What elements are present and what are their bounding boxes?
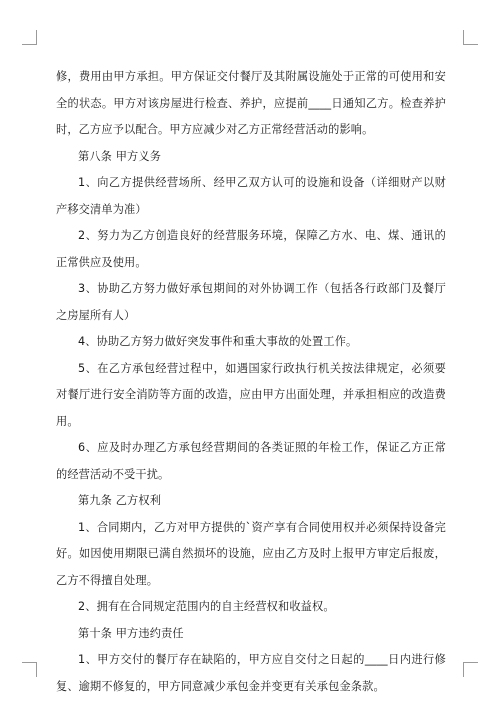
article-10-item-1: 1、甲方交付的餐厅存在缺陷的，甲方应自交付之日起的____日内进行修复、逾期不修复的，甲方同意减少承包金并变更有关承包金条款。 xyxy=(56,653,446,693)
article-10-heading: 第十条 甲方违约责任 xyxy=(78,626,184,640)
article-8-item-5: 5、在乙方承包经营过程中，如遇国家行政执行机关按法律规定，必须要对餐厅进行安全消防等方面的改造，应由甲方出面处理，并承担相应的改造费用。 xyxy=(56,361,446,428)
article-9-heading: 第九条 乙方权利 xyxy=(78,494,162,507)
article-9-item-1: 1、合同期内，乙方对甲方提供的`资产享有合同使用权并必须保持设备完好。如因使用期限已满自然损坏的设施，应由乙方及时上报甲方审定后报废，乙方不得擅自处理。 xyxy=(56,520,446,587)
crop-mark-bottom-right xyxy=(463,662,478,677)
article-9-item-2: 2、拥有在合同规定范围内的自主经营权和收益权。 xyxy=(78,600,335,613)
article-8-item-3: 3、协助乙方努力做好承包期间的对外协调工作（包括各行政部门及餐厅之房屋所有人） xyxy=(56,282,446,322)
crop-mark-top-left xyxy=(22,30,37,45)
document-body xyxy=(56,64,446,700)
article-8-item-2: 2、努力为乙方创造良好的经营服务环境，保障乙方水、电、煤、通讯的正常供应及使用。 xyxy=(56,229,446,269)
article-8-heading: 第八条 甲方义务 xyxy=(78,149,162,163)
paragraph-continuation: 修，费用由甲方承担。甲方保证交付餐厅及其附属设施处于正常的可使用和安全的状态。甲方对该房屋进行检查、养护，应提前____日通知乙方。检查养护时，乙方应予以配合。甲方应减少对乙方正常经营活动的影响。 xyxy=(56,70,446,136)
crop-mark-bottom-left xyxy=(22,662,37,677)
article-8-item-4: 4、协助乙方努力做好突发事件和重大事故的处置工作。 xyxy=(78,335,358,348)
crop-mark-top-right xyxy=(463,30,478,45)
article-8-item-6: 6、应及时办理乙方承包经营期间的各类证照的年检工作，保证乙方正常的经营活动不受干扰。 xyxy=(56,441,446,481)
article-8-item-1: 1、向乙方提供经营场所、经甲乙双方认可的设施和设备（详细财产以财产移交清单为准） xyxy=(56,176,446,216)
